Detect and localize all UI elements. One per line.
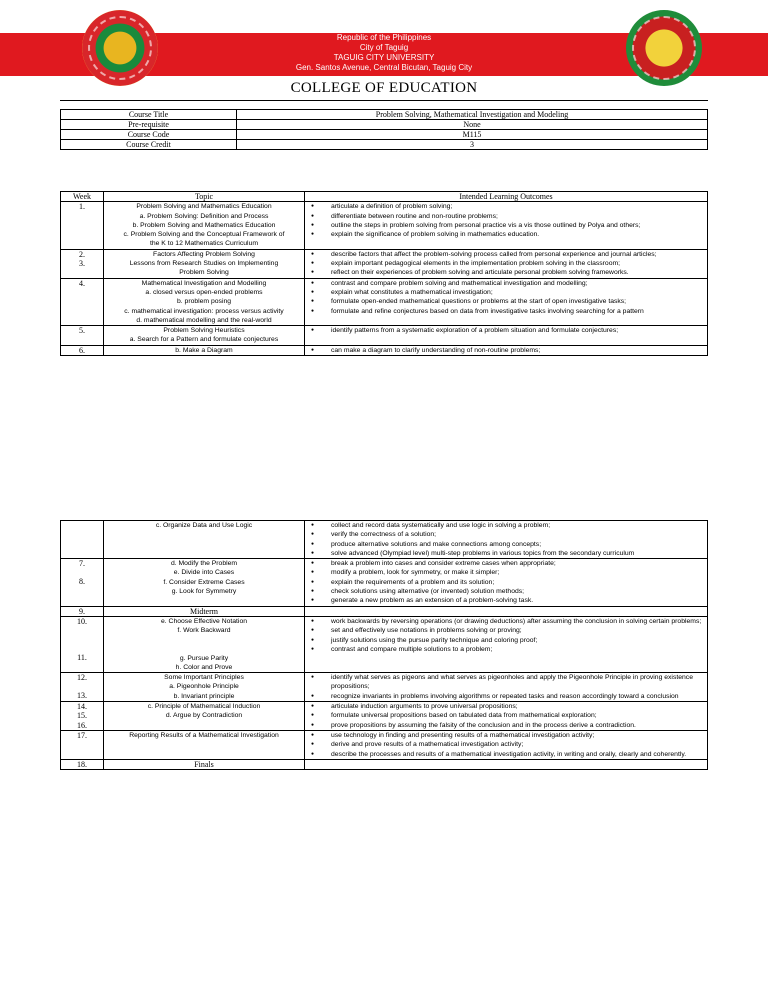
week-cell	[61, 521, 104, 559]
table-row	[61, 730, 708, 759]
topic-line: d. Modify the Problem	[170, 560, 238, 568]
topic-line: b. problem posing	[176, 298, 232, 306]
week-cell: 6.	[61, 345, 104, 355]
topic-cell	[104, 278, 305, 325]
outcome-item: ● formulate and refine conjectures based on data from investigative tasks involving searching for a pattern	[307, 307, 705, 316]
table-row	[61, 345, 708, 355]
table-row	[61, 326, 708, 346]
outcomes-cell	[305, 278, 708, 325]
topic-line: c. mathematical investigation: process versus activity	[124, 307, 284, 315]
table-row	[61, 616, 708, 672]
outcome-item: ● modify a problem, look for symmetry, or make it simpler;	[307, 568, 705, 577]
week-cell: 1.	[61, 202, 104, 249]
topic-cell	[104, 559, 305, 606]
topic-cell	[104, 673, 305, 702]
header-line-republic: Republic of the Philippines	[336, 33, 432, 42]
table-row	[61, 140, 708, 150]
outcome-item: ● recognize invariants in problems involving algorithms or repeated tasks and reason accordingly toward a conclusion	[307, 692, 705, 701]
outcome-item: ● justify solutions using the pursue parity technique and coloring proof;	[307, 636, 705, 645]
info-label: Pre-requisite	[61, 120, 237, 130]
outcome-item: ● prove propositions by assuming the falsity of the conclusion and in the process derive a contradiction.	[307, 721, 705, 730]
topic-line: e. Choose Effective Notation	[160, 617, 248, 625]
topic-line: d. Argue by Contradiction	[165, 712, 243, 720]
outcomes-cell	[305, 702, 708, 731]
outcome-item: ● produce alternative solutions and make connections among concepts;	[307, 540, 705, 549]
topic-line: c. Problem Solving and the Conceptual Framework of	[123, 231, 285, 239]
table-row	[61, 110, 708, 120]
topic-line: g. Look for Symmetry	[171, 588, 237, 596]
outcomes-cell	[305, 730, 708, 759]
outcome-item: ● collect and record data systematically and use logic in solving a problem;	[307, 521, 705, 530]
info-value: 3	[237, 140, 708, 150]
topic-line: Problem Solving	[179, 269, 229, 277]
outcome-item: ● can make a diagram to clarify understanding of non-routine problems;	[307, 346, 705, 355]
week-cell	[61, 702, 104, 731]
table-row	[61, 673, 708, 702]
week-cell	[61, 249, 104, 278]
week-number: 8.	[79, 577, 85, 587]
college-title: COLLEGE OF EDUCATION	[290, 80, 478, 96]
week-number: 11.	[77, 653, 87, 663]
outcomes-cell	[305, 559, 708, 606]
info-label: Course Title	[61, 110, 237, 120]
outcome-item: ● verify the correctness of a solution;	[307, 530, 705, 539]
outcome-item: ● outline the steps in problem solving from personal practice vis a vis those outlined by Polya and others;	[307, 221, 705, 230]
topic-cell: b. Make a Diagram	[104, 345, 305, 355]
header-line-address: Gen. Santos Avenue, Central Bicutan, Taguig City	[295, 63, 473, 72]
header-address	[200, 33, 568, 73]
outcome-item: ● explain the requirements of a problem and its solution;	[307, 578, 705, 587]
week-number: 7.	[79, 559, 85, 569]
outcome-item: ● formulate open-ended mathematical questions or problems at the start of open investigative tasks;	[307, 297, 705, 306]
week-number: 13.	[77, 691, 87, 701]
topic-cell-midterm: Midterm	[104, 606, 305, 616]
table-row	[61, 521, 708, 559]
topic-line: e. Divide into Cases	[173, 569, 235, 577]
week-cell: 5.	[61, 326, 104, 346]
week-cell: 17.	[61, 730, 104, 759]
outcome-item: ● solve advanced (Olympiad level) multi-step problems in various topics from the secondary curriculum	[307, 549, 705, 558]
topic-line: Factors Affecting Problem Solving	[153, 250, 255, 258]
table-row	[61, 202, 708, 249]
outcome-item: ● identify what serves as pigeons and what serves as pigeonholes and apply the Pigeonhole Principle in proving existence propositions;	[307, 673, 705, 692]
outcome-item: ● contrast and compare multiple solutions to a problem;	[307, 645, 705, 654]
outcome-item: ● explain important pedagogical elements in the implementation problem solving in the classroom;	[307, 259, 705, 268]
outcome-item: ● derive and prove results of a mathematical investigation activity;	[307, 740, 705, 749]
info-value: Problem Solving, Mathematical Investigation and Modeling	[237, 110, 708, 120]
topic-line: Lessons from Research Studies on Implementing	[129, 260, 279, 268]
week-cell	[61, 559, 104, 606]
topic-line: Mathematical Investigation and Modelling	[141, 279, 267, 287]
topic-line: a. Pigeonhole Principle	[169, 683, 239, 691]
outcomes-cell	[305, 606, 708, 616]
topic-cell	[104, 326, 305, 346]
week-cell	[61, 616, 104, 672]
outcomes-cell	[305, 345, 708, 355]
topic-cell	[104, 616, 305, 672]
outcome-item: ● use technology in finding and presenting results of a mathematical investigation activity;	[307, 731, 705, 740]
week-number: 2.	[79, 249, 85, 259]
outcome-item: ● explain the significance of problem solving in mathematics education.	[307, 230, 705, 239]
topic-line: c. Principle of Mathematical Induction	[147, 703, 261, 711]
outcome-item: ● articulate induction arguments to prove universal propositions;	[307, 702, 705, 711]
syllabus-table-part-2	[60, 520, 708, 770]
table-row	[61, 278, 708, 325]
outcomes-cell	[305, 759, 708, 769]
outcome-item: ● set and effectively use notations in problems solving or proving;	[307, 626, 705, 635]
table-row	[61, 759, 708, 769]
topic-cell-finals: Finals	[104, 759, 305, 769]
outcome-item: ● differentiate between routine and non-routine problems;	[307, 212, 705, 221]
outcome-item: ● break a problem into cases and consider extreme cases when appropriate;	[307, 559, 705, 568]
outcome-item: ● articulate a definition of problem solving;	[307, 202, 705, 211]
topic-cell: c. Organize Data and Use Logic	[104, 521, 305, 559]
outcomes-cell	[305, 202, 708, 249]
topic-cell	[104, 702, 305, 731]
week-cell: 4.	[61, 278, 104, 325]
week-cell	[61, 673, 104, 702]
week-cell: 9.	[61, 606, 104, 616]
course-info-table	[60, 109, 708, 150]
info-value: None	[237, 120, 708, 130]
outcome-item: ● formulate universal propositions based on tabulated data from mathematical exploration;	[307, 711, 705, 720]
table-row	[61, 559, 708, 606]
outcomes-cell	[305, 673, 708, 702]
topic-cell: Reporting Results of a Mathematical Investigation	[104, 730, 305, 759]
university-seal-logo	[82, 10, 158, 86]
outcome-item: ● explain what constitutes a mathematical investigation;	[307, 288, 705, 297]
table-row	[61, 249, 708, 278]
topic-line: Problem Solving and Mathematics Education	[136, 203, 272, 211]
outcome-item: ● contrast and compare problem solving and mathematical investigation and modelling;	[307, 279, 705, 288]
topic-line: a. closed versus open-ended problems	[145, 288, 263, 296]
college-divider	[60, 100, 708, 101]
col-header-week: Week	[61, 192, 104, 202]
topic-line: Problem Solving Heuristics	[163, 327, 245, 335]
topic-cell	[104, 202, 305, 249]
header-line-city: City of Taguig	[359, 43, 409, 52]
info-value: M115	[237, 130, 708, 140]
outcomes-cell	[305, 616, 708, 672]
week-number: 14.	[77, 702, 87, 712]
college-seal-logo	[626, 10, 702, 86]
week-number: 10.	[77, 616, 87, 626]
topic-line: g. Pursue Parity	[179, 654, 229, 662]
info-label: Course Code	[61, 130, 237, 140]
topic-line: f. Work Backward	[177, 627, 231, 635]
outcome-item: ● describe the processes and results of a mathematical investigation activity, in writing and orally, clearly and coherently.	[307, 750, 705, 759]
week-number: 16.	[77, 720, 87, 730]
table-header-row	[61, 192, 708, 202]
outcomes-cell	[305, 249, 708, 278]
table-row	[61, 120, 708, 130]
outcome-item: ● identify patterns from a systematic exploration of a problem situation and formulate conjectures;	[307, 326, 705, 335]
outcome-item: ● work backwards by reversing operations (or drawing deductions) after assuming the conclusion in solving certain problems;	[307, 617, 705, 626]
week-number: 3.	[79, 259, 85, 269]
topic-line: a. Problem Solving: Definition and Process	[139, 212, 269, 220]
week-cell: 18.	[61, 759, 104, 769]
topic-cell	[104, 249, 305, 278]
topic-line: b. Invariant principle	[173, 692, 235, 700]
week-number: 15.	[77, 711, 87, 721]
table-row	[61, 702, 708, 731]
topic-line: a. Search for a Pattern and formulate conjectures	[129, 336, 279, 344]
topic-line: h. Color and Prove	[175, 663, 233, 671]
outcome-item: ● check solutions using alternative (or invented) solution methods;	[307, 587, 705, 596]
topic-line: Some Important Principles	[164, 674, 244, 682]
outcome-item: ● reflect on their experiences of problem solving and articulate personal problem solving frameworks.	[307, 268, 705, 277]
topic-line: the K to 12 Mathematics Curriculum	[149, 240, 259, 248]
topic-line: b. Problem Solving and Mathematics Education	[132, 221, 276, 229]
topic-line: d. mathematical modelling and the real-world	[136, 316, 272, 324]
info-label: Course Credit	[61, 140, 237, 150]
outcomes-cell	[305, 326, 708, 346]
outcomes-cell	[305, 521, 708, 559]
syllabus-table-part-1	[60, 191, 708, 356]
week-number: 12.	[77, 673, 87, 683]
topic-line: f. Consider Extreme Cases	[163, 578, 245, 586]
outcome-item: ● describe factors that affect the problem-solving process called from personal experience and journal articles;	[307, 250, 705, 259]
col-header-topic: Topic	[104, 192, 305, 202]
table-row	[61, 606, 708, 616]
outcome-item: ● generate a new problem as an extension of a problem-solving task.	[307, 596, 705, 605]
col-header-outcomes: Intended Learning Outcomes	[305, 192, 708, 202]
table-row	[61, 130, 708, 140]
header-line-university: TAGUIG CITY UNIVERSITY	[333, 53, 435, 62]
